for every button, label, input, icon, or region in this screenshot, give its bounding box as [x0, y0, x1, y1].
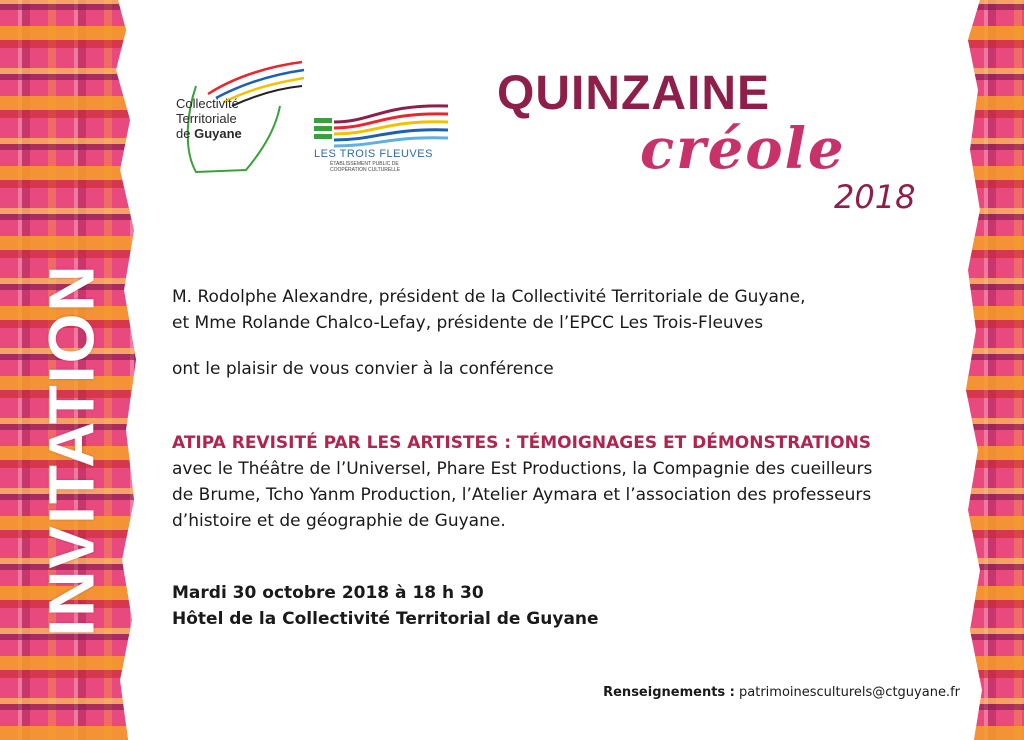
invitation-label-container	[32, 210, 112, 690]
creole-title: créole	[640, 116, 846, 182]
ctg-line1: Collectivité	[176, 96, 239, 111]
conference-line2: de Brume, Tcho Yanm Production, l’Atelier Aymara et l’association des professeurs	[172, 485, 872, 505]
invite-line: ont le plaisir de vous convier à la conférence	[172, 359, 554, 379]
quinzaine-title: QUINZAINE	[497, 67, 770, 120]
event-date: Mardi 30 octobre 2018 à 18 h 30	[172, 583, 484, 603]
contact-line	[603, 685, 960, 700]
ctg-line3-prefix: de	[176, 126, 195, 141]
trois-fleuves-logo-icon	[312, 100, 450, 150]
contact-email[interactable]: patrimoinesculturels@ctguyane.fr	[739, 685, 960, 700]
invitation-label: INVITATION	[36, 263, 108, 637]
quinzaine-year: 2018	[834, 178, 916, 216]
madras-right-band	[966, 0, 1024, 740]
trois-fleuves-sub: ÉTABLISSEMENT PUBLIC DE COOPÉRATION CULTURELLE	[330, 161, 401, 173]
hosts-line2: et Mme Rolande Chalco-Lefay, présidente de l’EPCC Les Trois-Fleuves	[172, 313, 764, 333]
ctg-logo-text	[176, 96, 242, 141]
conference-block	[172, 430, 962, 534]
event-place: Hôtel de la Collectivité Territorial de Guyane	[172, 609, 599, 629]
hosts-line1: M. Rodolphe Alexandre, président de la Collectivité Territoriale de Guyane,	[172, 287, 806, 307]
trois-fleuves-name: LES TROIS FLEUVES	[314, 148, 433, 160]
conference-title: ATIPA REVISITÉ PAR LES ARTISTES : TÉMOIGNAGES ET DÉMONSTRATIONS	[172, 433, 872, 453]
conference-line3: d’histoire et de géographie de Guyane.	[172, 511, 506, 531]
date-place-block	[172, 580, 962, 632]
ctg-line2: Territoriale	[176, 111, 237, 126]
conference-line1: avec le Théâtre de l’Universel, Phare Est Productions, la Compagnie des cueilleurs	[172, 459, 873, 479]
ctg-line3-strong: Guyane	[194, 126, 242, 141]
contact-label: Renseignements :	[603, 685, 735, 700]
hosts-block	[172, 284, 962, 336]
